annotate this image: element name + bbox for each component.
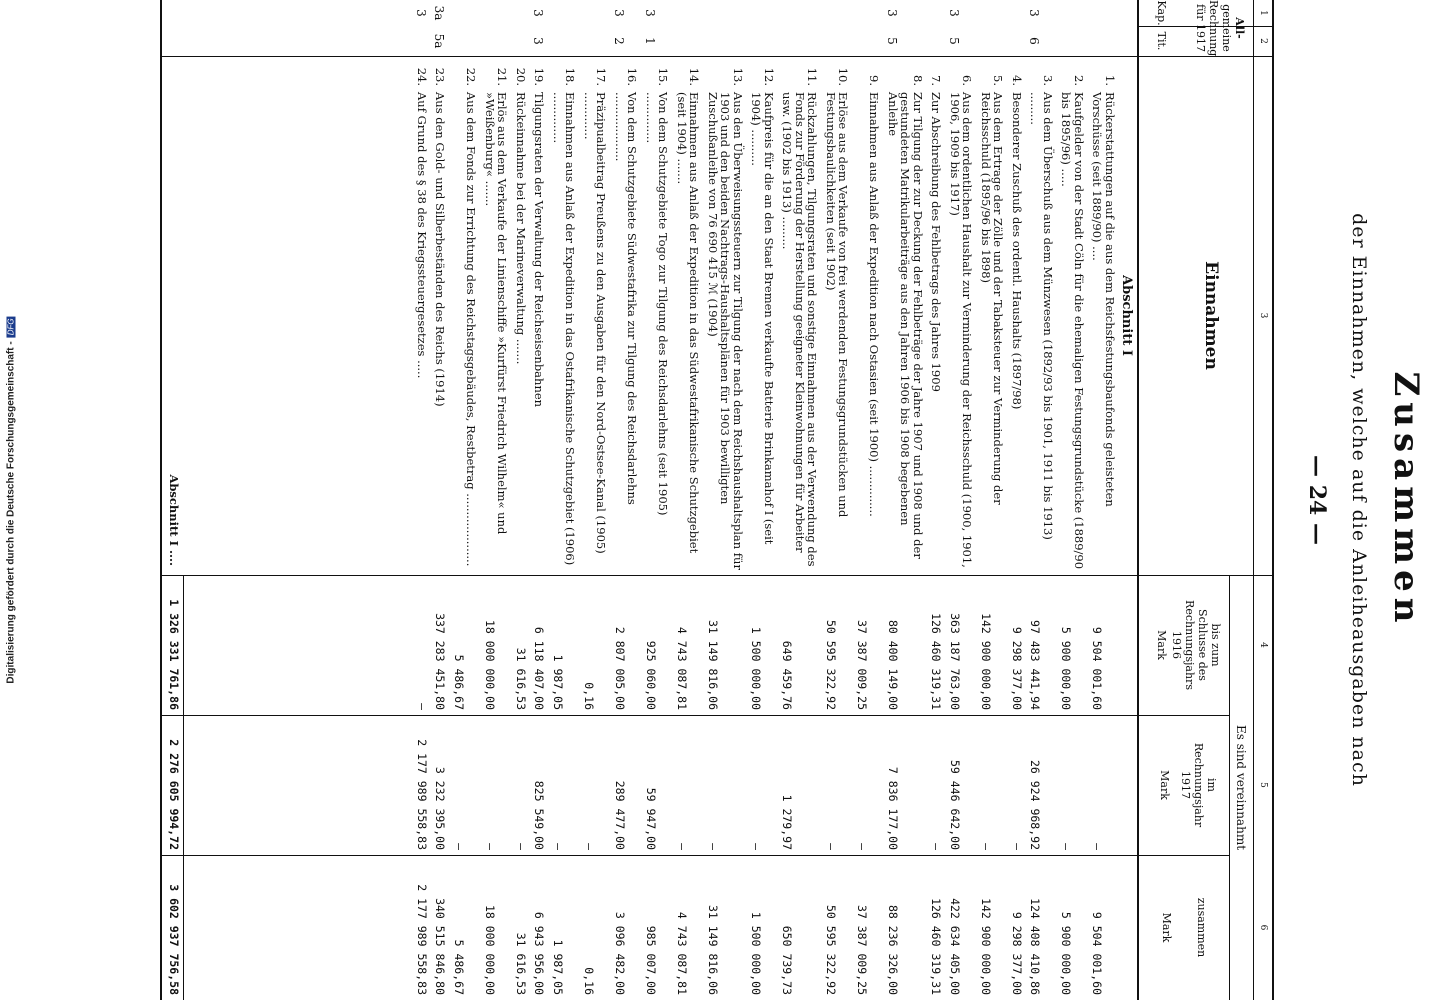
- row-description: Kaufgelder von der Stadt Cöln für die ehemaligen Festungsgrundstücke (1889/90 bis 1895/96) .....: [1059, 92, 1086, 570]
- row-amount-c4: 9 298 377,00: [1010, 626, 1024, 710]
- column-number-6: 6: [1258, 924, 1268, 931]
- row-amount-c5: —: [551, 843, 565, 850]
- row-amount-c4: 97 483 441,94: [1028, 619, 1043, 710]
- revenue-table: [154, 0, 1274, 1000]
- row-amount-c5: 289 477,00: [613, 780, 627, 850]
- row-amount-c5: 59 446 642,00: [948, 759, 962, 850]
- row-amount-c5: —: [514, 843, 528, 850]
- table-row: [821, 0, 850, 1000]
- column-number-2: 2: [1258, 38, 1268, 44]
- table-row: [610, 0, 639, 1000]
- row-amount-c6: 650 739,73: [780, 925, 795, 995]
- row-description: Zur Abschreibung des Fehlbetrags des Jahres 1909: [929, 92, 944, 392]
- row-amount-c5: —: [979, 843, 993, 850]
- row-amount-c4: 363 187 763,00: [948, 613, 962, 710]
- row-tit: 5a: [432, 33, 447, 49]
- table-row: [945, 0, 974, 1000]
- table-row: [579, 0, 608, 1000]
- row-description: Aus dem Überschuß aus dem Münzwesen (1892/93 bis 1901, 1911 bis 1913) .........: [1028, 92, 1055, 540]
- row-amount-c4: 5 900 000,00: [1059, 626, 1074, 710]
- column-header-einnahmen: Einnahmen: [1201, 261, 1221, 370]
- row-amount-c4: 31 616,53: [514, 647, 528, 710]
- column-header-im-rechnungsjahr: im Rechnungsjahr 1917 Mark: [1158, 742, 1218, 828]
- row-amount-c6: 4 743 087,81: [675, 911, 689, 995]
- row-description: Aus den Überweisungssteuern zur Tilgung der nach dem Reichshaushaltsplan für 1903 und den beiden Nachtrags-Haushaltsplänen für 1903 bewilligten Zuschußanleihe von 76 690 415 ℳ (1904): [706, 92, 745, 570]
- row-description: Aus dem Ertrage der Zölle und der Tabaksteuer zur Verminderung der Reichsschuld (1895/96 bis 1898): [979, 92, 1006, 505]
- row-amount-c5: —: [483, 843, 497, 850]
- row-kap: 3a: [432, 5, 447, 21]
- total-zusammen: 3 602 937 756,58: [167, 884, 181, 995]
- row-kap: 3: [885, 9, 899, 17]
- row-amount-c5: 2 177 989 558,83: [415, 739, 429, 850]
- row-number: 8.: [911, 75, 925, 86]
- row-amount-c6: 124 408 410,86: [1028, 898, 1043, 995]
- row-amount-c6: 18 000 000,00: [483, 904, 497, 995]
- row-amount-c4: 126 460 319,31: [929, 613, 944, 710]
- column-header-allgemeine-rechnung: All- gemeine Rechnung für 1917: [1194, 0, 1246, 57]
- row-amount-c4: 6 118 407,00: [532, 626, 547, 710]
- row-amount-c5: 3 232 395,00: [433, 766, 448, 850]
- row-amount-c5: 825 549,00: [532, 780, 547, 850]
- row-description: Von dem Schutzgebiete Togo zur Tilgung des Reichsdarlehns (seit 1905) ..............: [644, 92, 671, 516]
- row-amount-c5: —: [706, 843, 720, 850]
- page-number: — 24 —: [1304, 455, 1330, 545]
- row-amount-c6: 1 987,05: [551, 939, 565, 995]
- row-description: Von dem Schutzgebiete Südwestafrika zur Tilgung des Reichsdarlehns ...................: [613, 92, 640, 505]
- row-kap: 3: [414, 9, 428, 17]
- row-amount-c4: 50 595 322,92: [824, 619, 838, 710]
- column-header-es-sind-vereinnahmt: Es sind vereinnahmt: [1234, 724, 1248, 851]
- row-number: 13.: [731, 67, 745, 86]
- row-number: 5.: [991, 75, 1006, 86]
- row-amount-c5: —: [749, 843, 764, 850]
- table-total-row: [166, 0, 180, 1000]
- row-amount-c6: 9 298 377,00: [1010, 911, 1024, 995]
- row-amount-c6: 1 500 000,00: [749, 911, 764, 995]
- total-bis-1916: 1 326 331 761,86: [167, 599, 181, 710]
- row-amount-c6: 0,16: [582, 967, 596, 995]
- table-row: [511, 0, 528, 1000]
- row-description: Einnahmen aus Anlaß der Expedition in das Südwestafrikanische Schutzgebiet (seit 1904) .......: [675, 92, 702, 554]
- row-amount-c6: 50 595 322,92: [824, 904, 838, 995]
- column-header-bis-zum-schlusse: bis zum Schlusse des Rechnungsjahrs 1916 Mark: [1155, 600, 1222, 690]
- digitization-credit: Digitalisierung gefördert durch die Deutsche Forschungsgemeinschaft -DFG: [5, 318, 17, 684]
- row-amount-c6: 985 007,00: [644, 925, 658, 995]
- table-row: [1056, 0, 1085, 1000]
- row-number: 18.: [563, 67, 578, 86]
- table-row: [672, 0, 701, 1000]
- row-amount-c5: —: [1090, 843, 1105, 850]
- table-row: [449, 0, 478, 1000]
- total-rechnungsjahr-1917: 2 276 605 994,72: [167, 739, 181, 850]
- row-amount-c4: 142 900 000,00: [979, 613, 993, 710]
- row-number: 9.: [867, 75, 882, 86]
- table-row: [480, 0, 509, 1000]
- row-amount-c4: 80 400 149,00: [886, 619, 900, 710]
- row-number: 4.: [1010, 75, 1024, 86]
- row-kap: 3: [947, 9, 961, 17]
- table-row: [1025, 0, 1054, 1000]
- row-description: Aus den Gold- und Silberbeständen des Reichs (1914): [433, 92, 448, 407]
- row-number: 15.: [656, 67, 671, 86]
- row-amount-c6: 88 236 326,00: [886, 904, 900, 995]
- row-description: Rückzahlungen, Tilgungsraten und sonstige Einnahmen aus der Verwendung des Fonds zur Förderung der Herstellung geeigneter Kleinwohnungen für Arbeiter usw. (1902 bis 1913) .........: [780, 92, 820, 567]
- table-row: [548, 0, 577, 1000]
- row-description: Erlöse aus dem Verkaufe von frei werdenden Festungsgrundstücken und Festungsbaulichkeiten (seit 1902): [824, 92, 851, 518]
- row-amount-c6: 31 616,53: [514, 932, 528, 995]
- row-description: Kaufpreis für die an den Staat Bremen verkaufte Batterie Brinkamahof I (seit 1904) ..........: [749, 92, 776, 545]
- total-label: Abschnitt I ....: [167, 474, 181, 566]
- row-number: 12.: [762, 67, 776, 86]
- row-amount-c4: 925 060,00: [644, 640, 658, 710]
- row-amount-c5: —: [452, 843, 466, 850]
- column-number-5: 5: [1258, 782, 1268, 788]
- table-row: [1007, 0, 1024, 1000]
- row-amount-c6: 142 900 000,00: [979, 898, 993, 995]
- row-description: Rückeinnahme bei der Marineverwaltung .......: [514, 92, 528, 365]
- row-amount-c6: 5 486,67: [452, 939, 466, 995]
- row-description: Aus dem Fonds zur Errichtung des Reichstagsgebäudes, Restbetrag ....................: [464, 92, 479, 567]
- row-amount-c4: 5 486,67: [452, 654, 466, 710]
- row-amount-c5: 59 947,00: [644, 787, 658, 850]
- row-description: Erlös aus dem Verkaufe der Linienschiffe »Kurfürst Friedrich Wilhelm« und »Weißenburg« .......: [483, 92, 510, 535]
- row-amount-c5: —: [929, 843, 944, 850]
- table-row: [852, 0, 881, 1000]
- row-kap: 3: [643, 9, 657, 17]
- row-number: 19.: [532, 67, 547, 86]
- table-row: [529, 0, 546, 1000]
- row-number: 24.: [415, 67, 429, 86]
- row-amount-c5: —: [855, 843, 869, 850]
- row-number: 16.: [625, 67, 640, 86]
- row-tit: 3: [531, 37, 546, 45]
- row-kap: 3: [1027, 9, 1042, 17]
- row-number: 23.: [433, 67, 448, 86]
- row-amount-c4: —: [415, 703, 429, 710]
- row-amount-c4: 37 387 009,25: [855, 619, 869, 710]
- row-tit: 5: [947, 37, 961, 45]
- column-number-3: 3: [1258, 312, 1268, 319]
- row-number: 7.: [929, 75, 944, 86]
- row-amount-c4: 4 743 087,81: [675, 626, 689, 710]
- row-number: 17.: [594, 67, 609, 86]
- row-tit: 5: [885, 37, 899, 45]
- table-row: [430, 0, 447, 1000]
- row-number: 11.: [805, 67, 820, 86]
- row-number: 10.: [836, 67, 851, 86]
- row-number: 3.: [1041, 75, 1055, 86]
- row-amount-c4: 18 000 000,00: [483, 619, 497, 710]
- row-description: Besonderer Zuschuß des ordentl. Haushalts (1897/98): [1010, 92, 1024, 410]
- row-amount-c5: 1 279,97: [780, 794, 795, 850]
- row-amount-c5: —: [1010, 843, 1024, 850]
- table-row: [746, 0, 775, 1000]
- row-description: Zur Tilgung der zur Deckung der Fehlbeträge der Jahre 1907 und 1908 und der gestundeten Matrikularbeiträge aus den Jahren 1906 bis 1908 begebenen Anleihe: [886, 92, 925, 559]
- row-amount-c6: 3 096 482,00: [613, 911, 627, 995]
- row-amount-c6: 126 460 319,31: [929, 898, 944, 995]
- row-amount-c5: —: [582, 843, 596, 850]
- row-amount-c4: 337 283 451,80: [433, 613, 448, 710]
- page-subtitle: der Einnahmen, welche auf die Anleiheausgaben nach: [1348, 213, 1370, 787]
- column-number-1: 1: [1258, 10, 1268, 16]
- row-tit: 2: [612, 37, 626, 45]
- section-heading: Abschnitt I: [1119, 275, 1134, 356]
- table-row: [412, 0, 429, 1000]
- row-amount-c4: 31 149 816,06: [706, 619, 720, 710]
- column-header-zusammen: zusammen Mark: [1160, 897, 1208, 958]
- table-row: [1087, 0, 1116, 1000]
- row-amount-c6: 340 515 846,80: [433, 898, 448, 995]
- row-amount-c4: 9 504 001,60: [1090, 626, 1105, 710]
- page-title: Zusammen: [1386, 371, 1426, 629]
- table-row: [976, 0, 1005, 1000]
- row-amount-c6: 37 387 009,25: [855, 904, 869, 995]
- table-row: [641, 0, 670, 1000]
- row-amount-c6: 2 177 989 558,83: [415, 884, 429, 995]
- row-amount-c6: 9 504 001,60: [1090, 911, 1105, 995]
- table-row: [777, 0, 819, 1000]
- table-row: [926, 0, 943, 1000]
- row-amount-c5: 7 836 177,00: [886, 766, 900, 850]
- row-tit: 6: [1027, 37, 1042, 45]
- row-amount-c6: 422 634 405,00: [948, 898, 962, 995]
- table-row: [703, 0, 745, 1000]
- row-description: Einnahmen aus Anlaß der Expedition in das Ostafrikanische Schutzgebiet (1906) ..............: [551, 92, 578, 566]
- row-amount-c5: —: [675, 843, 689, 850]
- row-amount-c4: 649 459,76: [780, 640, 795, 710]
- row-amount-c4: 1 500 000,00: [749, 626, 764, 710]
- row-number: 21.: [495, 67, 510, 86]
- row-description: Tilgungsraten der Verwaltung der Reichseisenbahnen: [532, 92, 547, 408]
- row-amount-c4: 1 987,05: [551, 654, 565, 710]
- row-kap: 3: [612, 9, 626, 17]
- row-description: Präzipualbeitrag Preußens zu den Ausgaben für den Nord-Ostsee-Kanal (1905) .............: [582, 92, 609, 554]
- row-number: 14.: [687, 67, 702, 86]
- column-header-tit: Tit.: [1155, 31, 1168, 51]
- row-number: 22.: [464, 67, 479, 86]
- row-amount-c5: —: [824, 843, 838, 850]
- row-number: 1.: [1103, 75, 1117, 86]
- row-amount-c6: 6 943 956,00: [532, 911, 547, 995]
- row-number: 20.: [514, 67, 528, 86]
- table-row: [883, 0, 925, 1000]
- row-amount-c5: —: [1059, 843, 1074, 850]
- dfg-logo: DFG: [6, 318, 16, 336]
- row-number: 2.: [1072, 75, 1086, 86]
- row-amount-c6: 5 900 000,00: [1059, 911, 1074, 995]
- row-description: Auf Grund des § 38 des Kriegssteuergesetzes .....: [415, 92, 429, 379]
- row-amount-c4: 2 807 005,00: [613, 626, 627, 710]
- column-number-4: 4: [1258, 642, 1268, 648]
- row-description: Rückerstattungen auf die aus dem Reichsfestungsbaufonds geleisteten Vorschüsse (seit 1889/90) ....: [1090, 92, 1117, 507]
- column-header-kap: Kap.: [1155, 0, 1168, 26]
- row-number: 6.: [960, 75, 975, 86]
- rotated-page: [150, 0, 1434, 1000]
- row-amount-c4: 0,16: [582, 682, 596, 710]
- row-tit: 1: [643, 37, 657, 45]
- row-description: Aus dem ordentlichen Haushalt zur Verminderung der Reichsschuld (1900, 1901, 1906, 1909 bis 1917): [948, 92, 975, 568]
- row-kap: 3: [531, 9, 546, 17]
- row-amount-c6: 31 149 816,06: [706, 904, 720, 995]
- row-description: Einnahmen aus Anlaß der Expedition nach Ostasien (seit 1900) ..............: [867, 92, 882, 517]
- page-header: [1280, 0, 1430, 1000]
- row-amount-c5: 26 924 968,92: [1028, 759, 1043, 850]
